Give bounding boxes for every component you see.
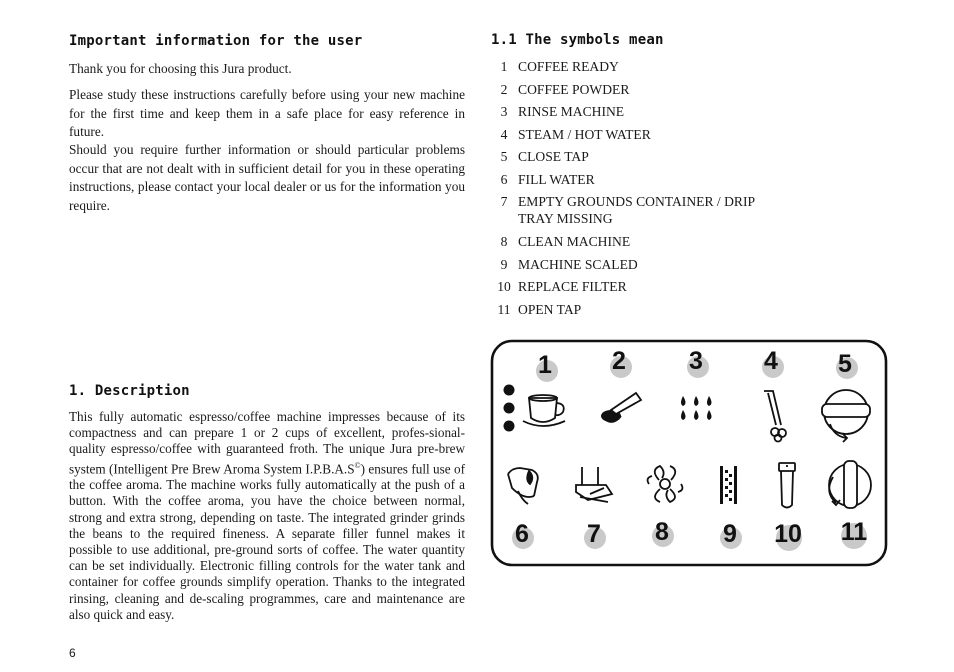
symbol-number: 11 xyxy=(497,301,511,317)
symbol-number: 8 xyxy=(500,234,508,249)
symbol-label: COFFEE POWDER xyxy=(518,81,630,97)
panel-number: 9 xyxy=(723,520,737,548)
thanks-paragraph: Thank you for choosing this Jura product. xyxy=(69,61,292,76)
further-info-paragraph: Should you require further information or should particular problems occur that are not dealt with in sufficient detail for you in these operating instructions, please contact your local dealer or us for the information you require. xyxy=(69,142,465,213)
symbol-number: 9 xyxy=(500,256,508,272)
symbol-label: OPEN TAP xyxy=(518,301,582,317)
panel-number: 6 xyxy=(515,520,529,548)
copyright-mark: © xyxy=(354,460,361,470)
panel-number: 5 xyxy=(838,350,852,378)
study-paragraph: Please study these instructions carefully before using your new machine for the first time and keep them in a safe place for easy reference in future. xyxy=(69,87,465,139)
symbols-heading: 1.1 The symbols mean xyxy=(491,32,664,48)
description-text-2: ) ensures full use of the coffee aroma. The machine works fully automatically at the push of a button. With the coffee aroma, you have the choice between normal, strong and extra strong, depending on taste. The integrated grinder grinds the beans to the required fineness. A separate filler funnel makes it possible to use additional, pre-ground sorts of coffee. The water quantity can be set individually. Electronic filling controls for the water tank and container for coffee grounds simplify operation. Thanks to the integrated rinsing, cleaning and de-scaling programmes, care and maintenance are also quick and easy. xyxy=(69,461,465,622)
indicator-light xyxy=(504,385,515,396)
panel-number: 2 xyxy=(612,347,626,375)
panel-number: 4 xyxy=(764,347,778,375)
panel-number: 8 xyxy=(655,518,669,546)
info-heading: Important information for the user xyxy=(69,33,363,49)
page-number: 6 xyxy=(69,646,76,660)
description-heading: 1. Description xyxy=(69,383,190,399)
symbol-label: MACHINE SCALED xyxy=(518,256,638,272)
symbol-number: 3 xyxy=(500,104,508,119)
symbol-number: 5 xyxy=(500,149,508,164)
panel-number: 11 xyxy=(840,518,868,546)
panel-number: 10 xyxy=(774,520,802,548)
symbol-label: REPLACE FILTER xyxy=(518,279,627,294)
symbol-label: CLOSE TAP xyxy=(518,149,589,164)
symbol-number: 1 xyxy=(500,59,508,74)
description-text-1: This fully automatic espresso/coffee machine impresses because of its compactness and can prepare 1 or 2 cups of excellent, profes-sional-quality espresso/coffee with guaranteed froth. The unique Jura pre-brew system (Intelligent Pre Brew Aroma System I.P.B.A.S xyxy=(69,409,465,476)
symbol-number: 6 xyxy=(500,171,508,187)
symbol-label: EMPTY GROUNDS CONTAINER / DRIP TRAY MISSING xyxy=(518,194,755,226)
symbol-number: 10 xyxy=(497,279,511,294)
symbol-label: FILL WATER xyxy=(518,171,595,187)
panel-number: 1 xyxy=(538,351,552,379)
symbol-label: COFFEE READY xyxy=(518,59,619,74)
symbol-label: STEAM / HOT WATER xyxy=(518,126,651,142)
symbol-label: CLEAN MACHINE xyxy=(518,234,631,249)
indicator-light xyxy=(504,421,515,432)
symbol-label: RINSE MACHINE xyxy=(518,104,625,119)
indicator-light xyxy=(504,403,515,414)
symbol-number: 2 xyxy=(500,81,508,97)
panel-number: 3 xyxy=(689,347,703,375)
symbol-number: 4 xyxy=(500,126,508,142)
symbol-number: 7 xyxy=(500,194,508,209)
panel-number: 7 xyxy=(587,520,601,548)
